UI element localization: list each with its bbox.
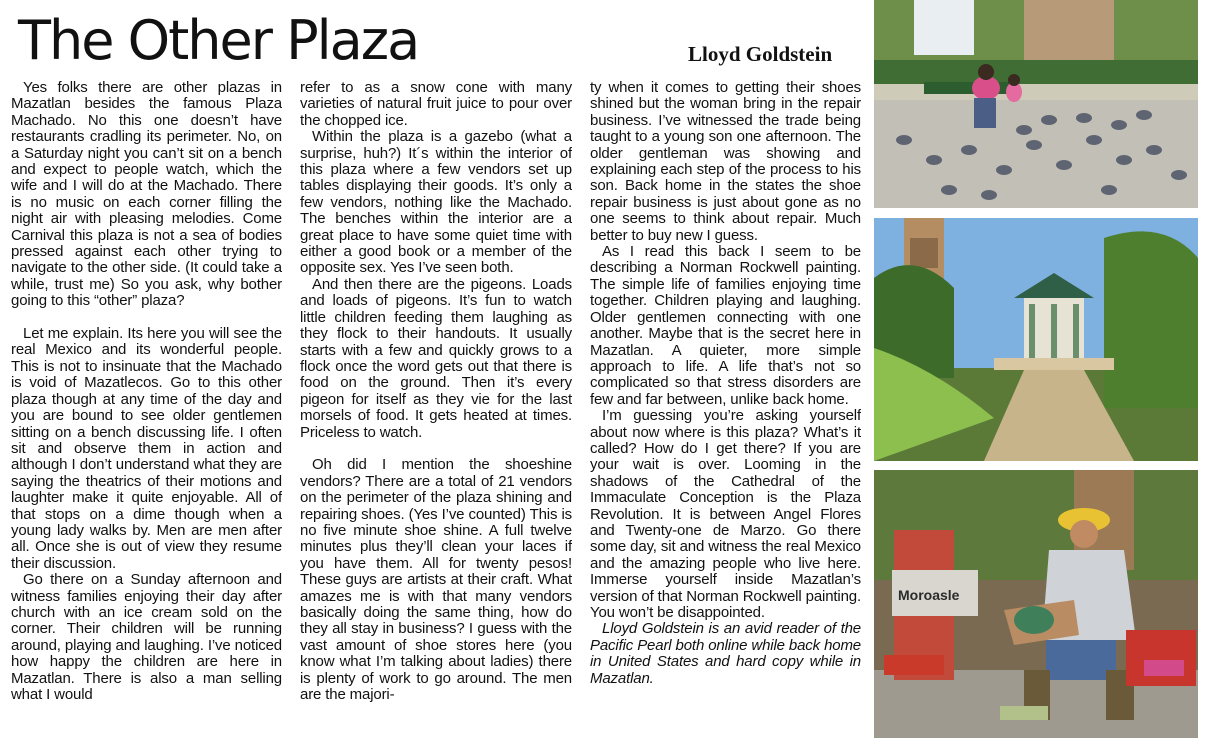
text-column-1	[11, 80, 282, 752]
paragraph: ty when it comes to getting their shoes shined but the woman bring in the repair business. I’ve witnessed the trade being taught to a young son one afternoon. The older gentleman was showing and explaining each step of the process to his son. Back home in the states the shoe repair business is just about gone as no one seems to think about repair. Much better to buy new I guess.	[590, 80, 861, 244]
article-title: The Other Plaza	[18, 9, 419, 72]
paragraph: Oh did I mention the shoeshine vendors? There are a total of 21 vendors on the perimeter of the plaza shining and repairing shoes. (Yes I’ve counted) This is no five minute shoe shine. A full twelve minutes plus they’ll clean your laces if you have them. All for twenty pesos! These guys are artists at their craft. What amazes me is with that many vendors basically doing the same thing, how do they all stay in business? I guess with the vast amount of shoe stores here (you know what I’m talking about ladies) there is plenty of work to go around. The men are the majori-	[300, 456, 572, 704]
gazebo-photo	[874, 218, 1198, 461]
paragraph: And then there are the pigeons. Loads and loads of pigeons. It’s fun to watch little children feeding them laughing as they flock to their handouts. It usually starts with a few and quickly grows to a flock once the word gets out that there is food on the ground. Then it’s every pigeon for itself as they vie for the last morsels of food. It gets heated at times. Priceless to watch.	[300, 275, 572, 441]
paragraph: As I read this back I seem to be describing a Norman Rockwell painting. The simple life of families enjoying time together. Children playing and laughing. Older gentlemen connecting with one another. Maybe that is the secret here in Mazatlan. A quieter, more simple approach to life. A life that’s not so complicated so that stress disorders are few and far between, unlike back home.	[590, 243, 861, 408]
author-bio: Lloyd Goldstein is an avid reader of the Pacific Pearl both online while back home in United States and hard copy while in Mazatlan.	[590, 620, 861, 687]
text-column-2	[300, 80, 572, 752]
author-byline: Lloyd Goldstein	[688, 42, 833, 66]
shoeshine-vendor-photo	[874, 470, 1198, 738]
paragraph: I’m guessing you’re asking yourself about now where is this plaza? What’s it called? How do I get there? If you are your wait is over. Looming in the shadows of the Cathedral of the Immaculate Conception is the Plaza Revolution. It is between Angel Flores and Twenty-one de Marzo. Go there some day, sit and witness the real Mexico and the amazing people who live here. Immerse yourself inside Mazatlan’s version of that Norman Rockwell painting. You won’t be disappointed.	[590, 407, 861, 621]
shoeshine-box-label: Moroasle	[898, 587, 960, 603]
text-column-3	[590, 80, 861, 752]
paragraph: Yes folks there are other plazas in Mazatlan besides the famous Plaza Machado. No this one doesn’t have restaurants cradling its perimeter. No, on a Saturday night you can’t sit on a bench and expect to people watch, which the wife and I will do at the Machado. There is no music on each corner filling the night air with pleasing melodies. Come Carnival this plaza is not a sea of bodies pressed against each other trying to navigate to the other side. (It could take a while, trust me) So you ask, why bother going to this “other” plaza?	[11, 80, 282, 310]
pigeons-photo	[874, 0, 1198, 208]
paragraph: Go there on a Sunday afternoon and witness families enjoying their day after church with an ice cream sold on the corner. Their children will be running around, playing and laughing. I’ve noticed how happy the children are here in Mazatlan. There is also a man selling what I would	[11, 571, 282, 704]
paragraph: Within the plaza is a gazebo (what a surprise, huh?) It´s within the interior of this plaza where a few vendors set up tables displaying their goods. It’s only a few vendors, nothing like the Machado. The benches within the interior are a great place to have some quiet time with either a good book or a member of the opposite sex. Yes I’ve seen both.	[300, 128, 572, 277]
paragraph: Let me explain. Its here you will see the real Mexico and its wonderful people. This is not to insinuate that the Machado is void of Mazatlecos. Go to this other plaza though at any time of the day and you are bound to see older gentlemen sitting on a bench discussing life. I often sit and observe them in action and although I don’t understand what they are saying the theatrics of their motions and laughter make it quite enjoyable. All of that stops on a dime though when a young lady walks by. Men are men after all. Once she is out of view they resume their discussion.	[11, 325, 282, 572]
paragraph: refer to as a snow cone with many varieties of natural fruit juice to pour over the chopped ice.	[300, 80, 572, 129]
